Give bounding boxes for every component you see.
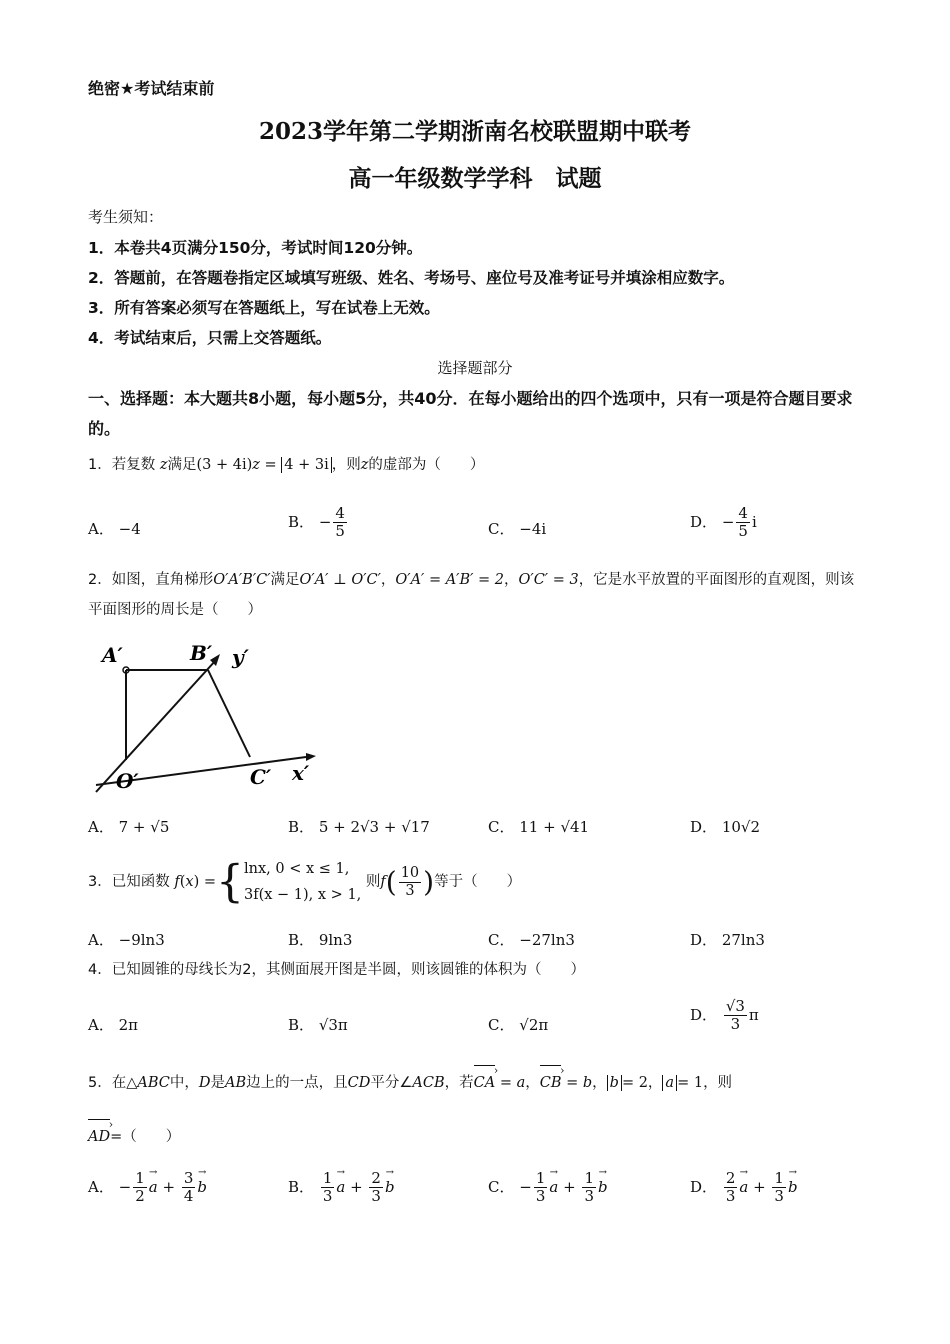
question-5-continued: AD ›=（ ） [88,1122,868,1152]
option-b[interactable]: B． $\frac{1}{3}$ → a + $\frac{2}{3}$ → b [288,1170,395,1206]
label-b: B′ [190,641,213,665]
question-4: 4．已知圆锥的母线长为2，其侧面展开图是半圆，则该圆锥的体积为（ ） [88,962,585,978]
label-c: C′ [250,765,272,789]
option-c[interactable]: C． − $\frac{1}{3}$ → a + $\frac{1}{3}$ → b [488,1170,608,1206]
label-x: x′ [292,761,310,785]
option-c[interactable]: C． 11 + √41 [488,818,590,836]
trapezoid-figure [92,636,332,796]
option-b[interactable]: B． − $\frac{4}{5}$ [288,504,345,541]
notice-item: 4．考试结束后，只需上交答题纸。 [88,329,332,347]
question-number: 4． [88,962,112,978]
section-title: 选择题部分 [437,359,513,377]
notice-heading: 考生须知： [88,208,164,226]
label-a: A′ [102,643,123,667]
option-b[interactable]: B． 5 + 2√3 + √17 [288,818,430,836]
question-number: 3． [88,874,112,890]
part-instructions: 一、选择题：本大题共8小题，每小题5分，共40分．在每小题给出的四个选项中，只有一项是符合题目要求的。 [88,389,853,438]
option-b[interactable]: B． 9ln3 [288,931,353,949]
option-c[interactable]: C． −4i [488,520,547,538]
option-a[interactable]: A． 7 + √5 [88,818,170,836]
option-b[interactable]: B． √3π [288,1016,348,1034]
confidential-label: 绝密★考试结束前 [88,79,215,98]
option-d[interactable]: D． 27ln3 [690,931,765,949]
option-d[interactable]: D． $\frac{2}{3}$ → a + $\frac{1}{3}$ → b [690,1170,798,1206]
exam-subtitle: 高一年级数学学科 试题 [348,165,602,192]
option-c[interactable]: C． √2π [488,1016,549,1034]
option-a[interactable]: A． − $\frac{1}{2}$ → a + $\frac{3}{4}$ → b [88,1170,207,1206]
exam-title: 2023学年第二学期浙南名校联盟期中联考 [258,118,691,145]
notice-item: 2．答题前，在答题卷指定区域填写班级、姓名、考场号、座位号及准考证号并填涂相应数字。 [88,269,735,287]
notice-item: 1．本卷共4页满分150分，考试时间120分钟。 [88,239,423,257]
question-number: 5． [88,1075,112,1091]
question-number: 1． [88,457,112,473]
question-3: 3．已知函数 f(x) ={ lnx, 0 < x ≤ 1, 3f(x − 1), x > 1, 则f( $\frac{10}{3}$ )等于（ ） [88,856,522,908]
label-y: y′ [232,645,249,669]
option-d[interactable]: D． − $\frac{4}{5}$ i [690,504,757,541]
option-a[interactable]: A． −4 [88,520,141,538]
question-number: 2． [88,572,112,588]
question-2: 2．如图，直角梯形O′A′B′C′满足O′A′ ⊥ O′C′，O′A′ = A′B′ = 2，O′C′ = 3，它是水平放置的平面图形的直观图，则该平面图形的周长是（ ） [88,572,855,618]
question-5: 5．在△ABC中，D是AB边上的一点，且CD平分∠ACB，若CA › = a，CB › = b， b = 2， a = 1，则 [88,1068,868,1098]
option-c[interactable]: C． −27ln3 [488,931,575,949]
question-1: 1．若复数 z满足(3 + 4i)z = 4 + 3i ，则z的虚部为（ ） [88,457,485,473]
option-a[interactable]: A． 2π [88,1016,139,1034]
option-a[interactable]: A． −9ln3 [88,931,165,949]
label-o: O′ [116,769,139,793]
notice-item: 3．所有答案必须写在答题纸上，写在试卷上无效。 [88,299,440,317]
option-d[interactable]: D． $\frac{√3}{3}$ π [690,997,759,1034]
edge-bc [208,670,250,757]
x-axis-arrow [306,753,316,761]
option-d[interactable]: D． 10√2 [690,818,761,836]
